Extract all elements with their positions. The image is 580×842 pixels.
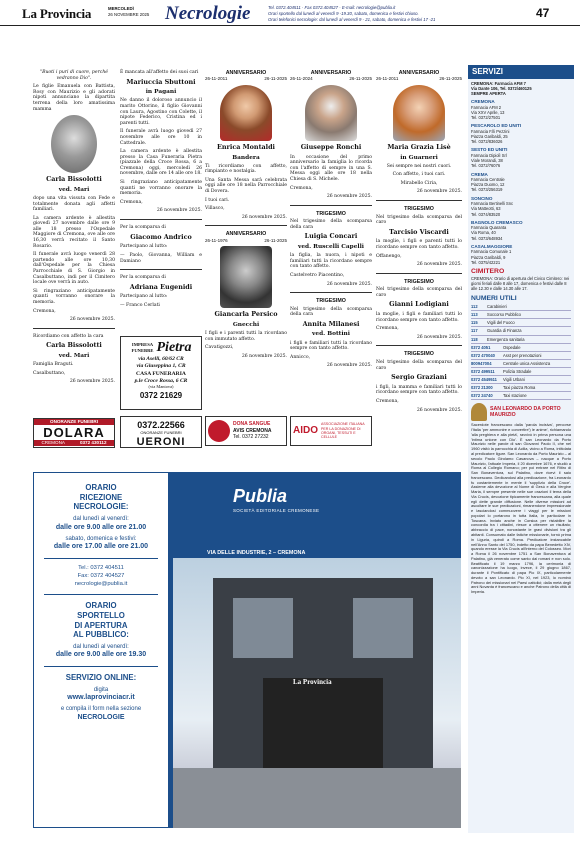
date-range: 26-11-2024 26-11-2025 bbox=[290, 76, 372, 82]
portrait-photo bbox=[393, 85, 445, 141]
counter-heading: ORARIO SPORTELLO DI APERTURA AL PUBBLICO: bbox=[73, 601, 129, 640]
column-3 bbox=[205, 70, 287, 363]
pharmacy: Farmacia Bertinelli Snc bbox=[471, 201, 514, 207]
place: Offanengo, bbox=[376, 253, 402, 259]
town: BAGNOLO CREMASCO bbox=[471, 219, 523, 225]
useful-numbers-list bbox=[471, 303, 571, 400]
column-4 bbox=[290, 70, 372, 372]
town: SONCINO bbox=[471, 195, 493, 201]
address: Viale Morandi, 38 bbox=[471, 158, 503, 164]
deceased-subname: Gnecchi bbox=[232, 322, 260, 329]
town: PESCAROLO ED UNITI bbox=[471, 123, 522, 129]
date-range: 26-11-1976 26-11-2025 bbox=[205, 237, 287, 243]
useful-number: 113 Soccorso Pubblico bbox=[471, 311, 571, 319]
notice-text: La camera ardente è allestita presso la Casa Funeraria Pietra (piazzale della Croce Rossa, 6 a Cremona) oggi, mercoledì 26 novembre, dalle ore 14 alle ore 18. bbox=[120, 149, 202, 177]
useful-number: 0372 4051 Ospedale bbox=[471, 344, 571, 352]
notice-text: dopo una vita vissuta con Fede e totalmente donata agli affetti familiari. bbox=[33, 195, 115, 213]
address: Via Matteotti, 63 bbox=[471, 206, 501, 212]
pharmacy: Farmacia F.lli Pezzini bbox=[471, 129, 510, 135]
deceased-subname: Bandera bbox=[232, 154, 260, 161]
notice-text: Nel trigesimo della scomparsa del caro bbox=[376, 214, 462, 226]
notice-text: i figli e familiari tutti la ricordano sempre con tanto affetto. bbox=[290, 340, 372, 352]
deceased-subname: ved. Ruscelli Capelli bbox=[297, 244, 364, 251]
trigesimo-heading: TRIGESIMO bbox=[404, 351, 434, 358]
quote: "Buoti i puri di cuore, perché vedranno Dio". bbox=[39, 70, 109, 81]
place: Casalbuttano, bbox=[33, 370, 66, 376]
building-sign: La Provincia bbox=[293, 678, 332, 686]
useful-number: 0372 24740 Taxi stazione bbox=[471, 392, 571, 400]
useful-number: 800947004 Centrale unica Assistenza bbox=[471, 360, 571, 368]
notice-text: i figli, la mamma e familiari tutti lo ricordano sempre con tanto affetto. bbox=[376, 384, 462, 396]
place: Castelvetro Piacentino, bbox=[290, 272, 345, 278]
address: Via XXV Aprile, 13 bbox=[471, 110, 505, 116]
phone: Tel. 0375/42221 bbox=[471, 259, 501, 265]
date: 26 novembre 2025. bbox=[156, 208, 202, 214]
notice-text: la moglie, i figli e familiari tutti lo ricordano sempre con tanto affetto. bbox=[376, 312, 462, 323]
services-sidebar bbox=[468, 65, 574, 833]
notice-text: Partecipano al lutto: bbox=[120, 294, 168, 300]
anniversary-heading: ANNIVERSARIO bbox=[310, 70, 352, 76]
divider bbox=[120, 219, 202, 220]
ad-tagline: ONORANZE FUNEBRI bbox=[34, 419, 114, 425]
pharmacy-note: SEMPRE APERTA bbox=[471, 91, 506, 97]
place: Annicco, bbox=[290, 354, 311, 360]
saint-text: Sacerdote francescano dalla 'parola incisiva', percorse l'Italia 'per ammonire e convertire') le anime', richiamando 'alla preghiera e alla pietà', ravvivò in prima persona una 'intima unione con Dio'. È san Leonardo da Porto Maurizio nelle parole di san Giovanni Paolo II, che nel 1960 visitò la parrocchia di Acilia, vicino a Roma, intitolata al predicatore ligure. San Leonardo da Porto Maurizio – al secolo Paolo Girolamo Casanova – nacque a Porto Maurizio, l'attuale Imperia, il 20 dicembre 1676, e studiò a Roma al Collegio Romano; per poi entrare nel Ritiro di San Bonaventura, sul Palatino, dove ricevì il saio francescano. Dedicandosi alla predicazione, fra Leonardo fu costantemente in mente il 'supplizio della Croce'. Assieme alla devozione al Nome di Gesù e alla Vergine Maria, il sempre presente nelle sue orazioni il tema della Via Crucis, devozione tipicamente francescana, alla quale egli dette grande diffusione. Nelle diverse missioni ad ascoltare le sue predicazioni, rimanendone impressionate e lasciandosi commuovere i viaggi per le missioni popolari lo portarono in tutta Italia, in particolare in Toscana. Inviato anche in Corsica per ristabilire la concordia tra i cittadini, riesce a ottenere un risultato; abbraccio di pace, nonostante le gravi divisioni tra gli abitanti. Consumato dalle fatiche missionarie, tornò prima in Liguria, quindi a Roma. Predicatore instancabile nell'Anno Santo del 1750, indetto da papa Benedetto XIV, quando eresse la Via Crucis all'interno del Colosseo. Morì a Roma il 26 novembre 1751 a San Bonaventura al Palatino, già venerato come santo dai romani e non solo. Beatificato il 19 marzo 1796, la cerimonia di canonizzazione ha luogo, invece, il 29 giugno 1867, durante il Pontificato di papa Pio IX, particolarmente devoto a san Leonardo. Pio XI, nel 1923, lo nominò Patrono dei missionari nei Paesi cattolici; dalla metà degli anni Novanta è francescano e anche Patrono della città di Imperia. bbox=[471, 422, 571, 595]
divider bbox=[120, 269, 202, 270]
useful-number: 0372 499511 Polizia Stradale bbox=[471, 368, 571, 376]
phone: Tel. 0373/648934 bbox=[471, 235, 503, 241]
page-number: 47 bbox=[536, 6, 550, 20]
deceased-name: Gianni Lodigiani bbox=[389, 300, 449, 309]
column-2 bbox=[120, 70, 202, 312]
header-contacts: Tel. 0372.404511 · Fax 0372.404527 · E-mail: necrologie@publia.it Orari sportello dal lunedì al venerdì 9 -19.30, sabato, domenica e festivi chiuso. Orari telefonici necrologie: dal lunedì al venerdì 9 - 21, sabato, domenica e festivi 17 -21 bbox=[268, 5, 436, 22]
notice-text: Per la scomparsa di bbox=[120, 275, 166, 281]
pharmacy-on-duty: CREMONA: Farmacia AFM 7 bbox=[471, 81, 526, 86]
useful-number: 0372 21300 Taxi piazza Roma bbox=[471, 384, 571, 392]
deceased-name: Giancarla Persico bbox=[214, 310, 278, 319]
date: 26 novembre 2025. bbox=[416, 262, 462, 268]
notice-text: la moglie, i figli e parenti tutti lo ricordano sempre con tanto affetto. bbox=[376, 239, 462, 250]
notice-text: Le figlie Emanuela con Battista, Rosy con Maurizio e gli adorati nipoti annunciano la dipartita terrena della loro amatissima mamma bbox=[33, 84, 115, 112]
portrait-photo bbox=[220, 246, 272, 308]
deceased-subname: in Guarneri bbox=[400, 154, 438, 161]
deceased-name: Carla Bissolotti bbox=[46, 341, 102, 350]
town: CREMA bbox=[471, 171, 488, 177]
deceased-name: Giacomo Andrico bbox=[130, 232, 192, 241]
ad-phone: 0372.22566 bbox=[137, 420, 185, 430]
notice-text: Con affetto, i tuoi cari. bbox=[392, 172, 446, 178]
place: Villasco, bbox=[205, 206, 225, 212]
town: CASALMAGGIORE bbox=[471, 243, 513, 249]
ad-phone: Tel. 0372 27232 bbox=[233, 434, 269, 441]
pharmacy: Farmacia Comunale 1 bbox=[471, 249, 512, 255]
notice-text: Ne danno il doloroso annuncio il marito Ottorino, il figlio Giovanni con Laura, Agostino con Colette, il nipote Federico, Cristina ed i parenti tutti. bbox=[120, 98, 202, 126]
section-link[interactable]: NECROLOGIE bbox=[77, 713, 125, 721]
ad-tagline: ASSOCIAZIONE ITALIANA PER LA DONAZIONE DI ORGANI, TESSUTI E CELLULE bbox=[321, 422, 365, 440]
pharmacy: Farmacia AFM 2 bbox=[471, 105, 502, 111]
deceased-subname: in Pagani bbox=[145, 89, 177, 96]
deceased-name: Adriana Eugenidi bbox=[129, 282, 193, 291]
notice-text: Si ringraziano anticipatamente quanti vorranno onorare la memoria. bbox=[33, 288, 115, 305]
phone: Tel. 0372/27501 bbox=[471, 115, 501, 121]
drop-icon bbox=[208, 420, 230, 442]
deceased-name: Giuseppe Ronchi bbox=[300, 142, 362, 151]
saint-heading: SAN LEONARDO DA PORTO MAURIZIO bbox=[490, 405, 561, 419]
hours-label: dal lunedì al venerdì: bbox=[73, 644, 129, 651]
ad-brand: AIDO bbox=[293, 424, 318, 436]
ad-tagline: IMPRESA FUNEBRE bbox=[131, 342, 154, 353]
divider bbox=[205, 225, 287, 226]
deceased-name: Sergio Graziani bbox=[391, 373, 447, 382]
date: 26 novembre 2025. bbox=[416, 407, 462, 413]
trigesimo-heading: TRIGESIMO bbox=[404, 278, 434, 285]
date-range: 26-11-2011 26-11-2025 bbox=[205, 76, 287, 82]
notice-text: I figli e i parenti tutti la ricordano con immutato affetto. bbox=[205, 331, 287, 342]
ad-brand: DOLARA bbox=[43, 424, 105, 440]
useful-numbers-heading: NUMERI UTILI bbox=[471, 294, 517, 302]
notice-text: In occasione del primo anniversario la famiglia lo ricorda con l'affetto di sempre in una S. Messa oggi alle ore 18 nella Chiesa di S. Michele. bbox=[290, 154, 372, 182]
anniversary-heading: ANNIVERSARIO bbox=[225, 70, 267, 76]
brand-name: Publia bbox=[233, 486, 288, 506]
phone: Tel. 0373/256319 bbox=[471, 187, 503, 193]
divider bbox=[376, 200, 462, 201]
address: Piazza Duomo, 12 bbox=[471, 182, 505, 188]
notice-text: Nel trigesimo della scomparsa della cara bbox=[290, 219, 372, 230]
town: SESTO ED UNITI bbox=[471, 147, 508, 153]
place: Cremona, bbox=[33, 308, 56, 314]
ueroni-ad[interactable] bbox=[120, 416, 202, 448]
ad-brand: AVIS CREMONA bbox=[233, 427, 272, 434]
hours-value: dalle ore 9.00 alle ore 21.00 bbox=[55, 523, 147, 531]
notice-text: Nel trigesimo della scomparsa del caro bbox=[376, 287, 462, 298]
pietra-ad[interactable] bbox=[120, 336, 202, 410]
phone: Tel.: 0372 404511 bbox=[78, 564, 124, 571]
notice-text: Si ringraziano anticipatamente quanti ne vorranno onorare la memoria. bbox=[120, 180, 202, 197]
town: CREMONA bbox=[471, 99, 495, 105]
page-header bbox=[0, 0, 580, 26]
place: Cremona, bbox=[290, 185, 313, 191]
column-5 bbox=[376, 70, 462, 416]
notice-text: Ti ricordiamo con affetto, rimpianto e nostalgia. bbox=[205, 163, 287, 175]
notice-text: Il funerale avrà luogo venerdì 28 partendo alle ore 10,30 dall'Ospedale per la Chiesa Parrocchiale di S. Giorgio in Casalbuttano, indi per il Cimitero locale ove verrà in auto. bbox=[33, 252, 115, 286]
divider bbox=[376, 345, 462, 346]
phone: Tel. 0372/836026 bbox=[471, 139, 503, 145]
trigesimo-heading: TRIGESIMO bbox=[316, 210, 346, 217]
saint-image-icon bbox=[471, 403, 487, 421]
pharmacy: Farmacia Quaranta bbox=[471, 225, 507, 231]
date-range: 26-11-2011 26-11-2025 bbox=[376, 76, 462, 82]
column-1 bbox=[33, 70, 115, 388]
ad-note: (via Mantova) bbox=[148, 384, 174, 390]
pharmacy: Farmacia Centrale bbox=[471, 177, 505, 183]
portrait-photo bbox=[51, 115, 97, 173]
ad-tagline: ONORANZE FUNEBRI bbox=[140, 429, 182, 435]
pharmacy: Farmacia Dipiolì Srl bbox=[471, 153, 507, 159]
deceased-name: Mariuccia Sbuttoni bbox=[126, 77, 196, 86]
website-link[interactable]: www.laprovinciacr.it bbox=[67, 693, 135, 701]
ad-label: CASA FUNERARIA bbox=[136, 370, 186, 377]
address: Via Roma, 40 bbox=[471, 230, 496, 236]
notice-text: Una Santa Messa sarà celebrata oggi alle ore 18 nella Parrocchiale di Dovera. bbox=[205, 177, 287, 195]
divider bbox=[33, 328, 115, 329]
notice-text: Partecipano al lutto: bbox=[120, 244, 168, 250]
ad-phone: 0372 21629 bbox=[139, 390, 183, 400]
hours-label: dal lunedì al venerdì: bbox=[73, 516, 129, 523]
section-title: Necrologie bbox=[165, 3, 251, 24]
notice-text: Il funerale avrà luogo giovedì 27 novembre alle ore 10 in Cattedrale. bbox=[120, 129, 202, 146]
sidebar-title: SERVIZI bbox=[468, 65, 574, 79]
aido-ad[interactable] bbox=[290, 416, 372, 446]
notice-text: la figlia, la nuora, i nipoti e familiari tutti la ricordano sempre con tanto affetto. bbox=[290, 253, 372, 270]
trigesimo-heading: TRIGESIMO bbox=[404, 206, 434, 213]
hours-value: dalle ore 9.00 alle ore 19.30 bbox=[55, 651, 147, 659]
notice-text: — Franco Cerlati bbox=[120, 302, 160, 308]
useful-number: 112 Carabinieri bbox=[471, 303, 571, 311]
date: 26 novembre 2025. bbox=[69, 379, 115, 385]
hours-label: sabato, domenica e festivi: bbox=[65, 536, 137, 543]
ad-address: via Aselli, 60/62 CR bbox=[138, 356, 184, 363]
notice-text: Nel trigesimo della scomparsa del caro bbox=[376, 359, 462, 371]
deceased-subname: ved. Mari bbox=[58, 353, 90, 360]
address: Piazza Garibaldi, 9 bbox=[471, 254, 506, 260]
useful-number: 115 Vigili del Fuoco bbox=[471, 319, 571, 327]
ad-address: via Giuseppina 1, CR bbox=[136, 362, 186, 369]
notice-text: Per la scomparsa di bbox=[120, 225, 166, 231]
pharmacy-address: Via Dante 106, Tel. 0372/460125 bbox=[471, 86, 532, 92]
issue-date: MERCOLEDÌ 26 NOVEMBRE 2025 bbox=[108, 6, 150, 17]
notice-text: Famiglia Braguti. bbox=[33, 362, 74, 368]
useful-number: 0372 4549511 Vigili Urbani bbox=[471, 376, 571, 384]
ad-address: p.le Croce Rossa, 6 CR bbox=[134, 377, 188, 384]
place: Cremona, bbox=[120, 199, 143, 205]
avis-ad[interactable] bbox=[205, 416, 287, 446]
building-photo bbox=[173, 558, 461, 828]
deceased-name: Tarcisio Viscardi bbox=[389, 227, 449, 236]
ad-contact: CREMONA 0372 430112 bbox=[34, 440, 114, 446]
date: 26 novembre 2025. bbox=[241, 353, 287, 359]
date: 26 novembre 2025. bbox=[69, 317, 115, 323]
date: 26 novembre 2025. bbox=[241, 214, 287, 220]
anniversary-heading: ANNIVERSARIO bbox=[225, 231, 267, 238]
notice-text: — Paolo, Giovanna, William e Damiano bbox=[120, 252, 202, 264]
brand-tagline: SOCIETÀ EDITORIALE CREMONESE bbox=[233, 507, 320, 513]
trigesimo-heading: TRIGESIMO bbox=[316, 298, 346, 305]
deceased-subname: ved. Mari bbox=[58, 186, 90, 193]
portrait-photo bbox=[220, 85, 272, 141]
online-heading: SERVIZIO ONLINE: bbox=[65, 672, 137, 682]
ad-brand: Pietra bbox=[156, 340, 192, 355]
date: 26 novembre 2025. bbox=[416, 189, 462, 195]
notice-text: È mancata all'affetto dei suoi cari bbox=[120, 70, 199, 75]
email-link[interactable]: necrologie@publia.it bbox=[74, 581, 128, 588]
dolara-ad[interactable] bbox=[33, 418, 115, 448]
notice-text: Ricordiamo con affetto la cara bbox=[33, 333, 104, 339]
date: 26 novembre 2025. bbox=[326, 363, 372, 369]
phone: Tel. 0374/83520 bbox=[471, 211, 501, 217]
divider bbox=[290, 205, 372, 206]
fax: Fax: 0372 404527 bbox=[77, 572, 125, 579]
notice-text: I tuoi cari. bbox=[205, 197, 230, 203]
newspaper-logo: La Provincia bbox=[22, 6, 92, 21]
cemetery-heading: CIMITERO bbox=[471, 267, 505, 275]
publia-brand bbox=[233, 486, 319, 513]
divider bbox=[290, 292, 372, 293]
online-text: digita bbox=[93, 686, 109, 693]
date: 26 novembre 2025. bbox=[326, 194, 372, 200]
divider bbox=[376, 273, 462, 274]
publia-address: VIA DELLE INDUSTRIE, 2 – CREMONA bbox=[201, 548, 351, 559]
date: 26 novembre 2025. bbox=[326, 281, 372, 287]
deceased-name: Luigia Concari bbox=[304, 232, 358, 241]
notice-text: Nel trigesimo della scomparsa della cara bbox=[290, 306, 372, 318]
ad-brand: UERONI bbox=[136, 435, 186, 448]
reception-heading: ORARIO RICEZIONE NECROLOGIE: bbox=[73, 483, 129, 512]
useful-number: 117 Guardia di Finanza bbox=[471, 327, 571, 335]
place: Mirabello Ciria, bbox=[400, 180, 438, 186]
useful-number: 118 Emergenza sanitaria bbox=[471, 336, 571, 344]
online-text: e compila il form nella sezione bbox=[60, 706, 142, 713]
deceased-name: Annita Milanesi bbox=[302, 319, 360, 328]
portrait-photo bbox=[305, 85, 357, 141]
notice-text: La camera ardente è allestita giovedì 27 novembre dalle ore 9 alle 18 presso l'Ospedale Maggiore di Cremona, ove alle ore 16,30 verrà recitato il Santo Rosario. bbox=[33, 215, 115, 249]
place: Cavatigozzi, bbox=[205, 345, 234, 351]
useful-number: 0372 470040 Asst per prenotazioni bbox=[471, 352, 571, 360]
phone: Tel. 0372/76076 bbox=[471, 163, 501, 169]
anniversary-heading: ANNIVERSARIO bbox=[398, 70, 440, 76]
cemetery-hours: CREMONA: Orario di apertura del Civico Cimitero: nei giorni feriali dalle 8 alle 17, domenica e festivi dalle 8 alle 12.30 e dalle 14.30 alle 17. bbox=[471, 276, 570, 292]
deceased-name: Maria Grazia Lisè bbox=[387, 142, 451, 151]
deceased-name: Enrica Montaldi bbox=[217, 142, 275, 151]
date: 26 novembre 2025. bbox=[416, 334, 462, 340]
place: Cremona, bbox=[376, 398, 399, 404]
deceased-subname: ved. Bottini bbox=[312, 331, 350, 338]
address: Piazza Garibaldi, 25 bbox=[471, 134, 508, 140]
place: Cremona, bbox=[376, 326, 399, 332]
notice-text: Sei sempre nei nostri cuori. bbox=[386, 163, 452, 169]
hours-value: dalle ore 17.00 alle ore 21.00 bbox=[53, 543, 149, 551]
deceased-name: Carla Bissolotti bbox=[46, 175, 102, 184]
ad-tagline: DONA SANGUE bbox=[233, 421, 271, 428]
publia-hours-panel bbox=[33, 472, 169, 828]
